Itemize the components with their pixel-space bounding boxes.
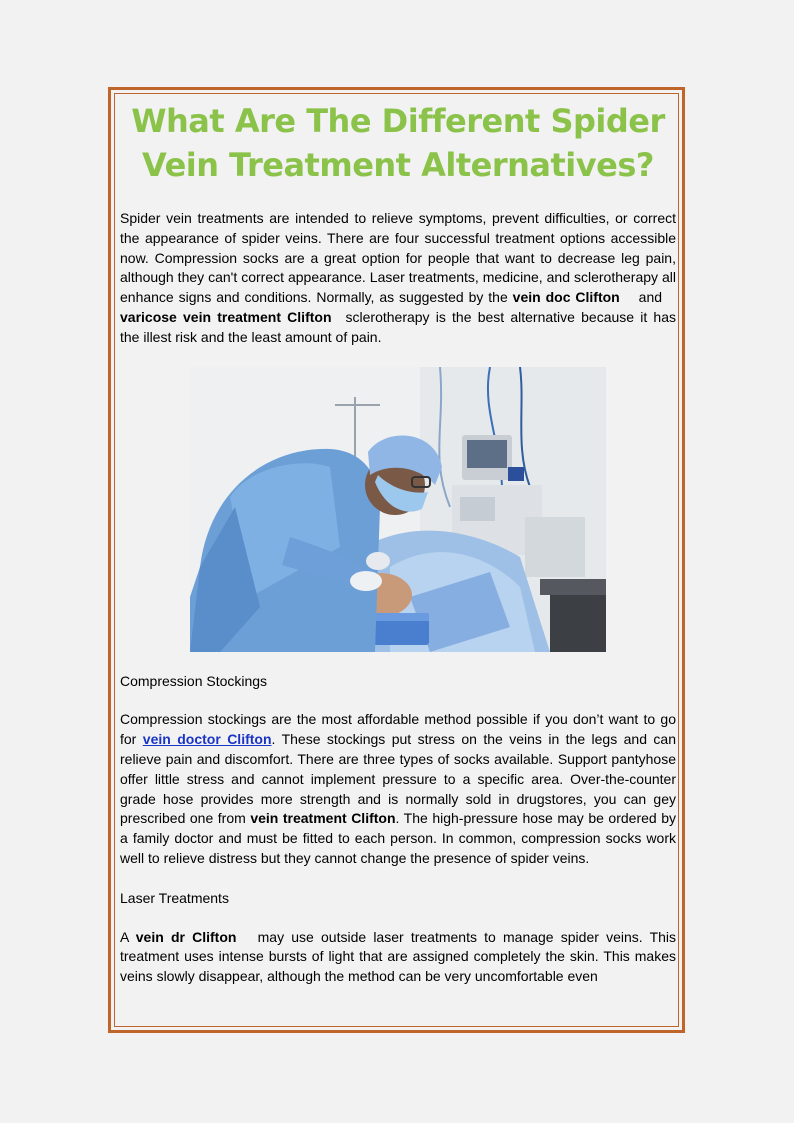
compression-paragraph	[120, 710, 676, 868]
intro-text-2: and	[638, 289, 663, 306]
intro-text-3: sclerotherapy is the best alternative because it has the illest risk and the least amount of pain.	[120, 308, 676, 345]
compression-text-2: . These stockings put stress on the veins in the legs and can relieve pain and discomfort. There are three types of socks available. Support pantyhose offer little stress and cannot implement pressure to a specific area. Over-the-counter grade hose provides more strength and is normally sold in drugstores, you can gey prescribed one from	[120, 731, 676, 827]
article-title: What Are The Different Spider Vein Treatment Alternatives?	[131, 102, 665, 184]
intro-keyword-2: varicose vein treatment Clifton	[120, 308, 332, 325]
vein-doctor-link[interactable]: vein doctor Clifton	[142, 731, 272, 748]
intro-keyword-1: vein doc Clifton	[512, 289, 620, 306]
section-heading-laser: Laser Treatments	[120, 889, 229, 906]
compression-text-3: . The high-pressure hose may be ordered by a family doctor and must be fitted to each person. In common, compression socks work well to relieve distress but they cannot change the presence of spider veins.	[120, 810, 676, 866]
compression-keyword: vein treatment Clifton	[250, 810, 396, 827]
section-heading-compression: Compression Stockings	[120, 672, 268, 689]
intro-text-1: Spider vein treatments are intended to relieve symptoms, prevent difficulties, or correct the appearance of spider veins. There are four successful treatment options accessible now. Compression socks are a great option for people that want to decrease leg pain, although they can't correct appearance. Laser treatments, medicine, and sclerotherapy all enhance signs and conditions. Normally, as suggested by the	[120, 210, 676, 306]
surgery-photo	[190, 367, 606, 652]
laser-paragraph	[120, 928, 676, 987]
article	[120, 96, 676, 987]
compression-text-1: Compression stockings are the most affordable method possible if you don’t want to go for	[120, 711, 676, 748]
laser-text-1: A	[120, 928, 129, 945]
laser-text-2: may use outside laser treatments to manage spider veins. This treatment uses intense bursts of light that are assigned completely the skin. This makes veins slowly disappear, although the method can be very uncomfortable even	[120, 928, 677, 985]
intro-paragraph	[120, 209, 676, 348]
laser-keyword: vein dr Clifton	[135, 928, 237, 945]
